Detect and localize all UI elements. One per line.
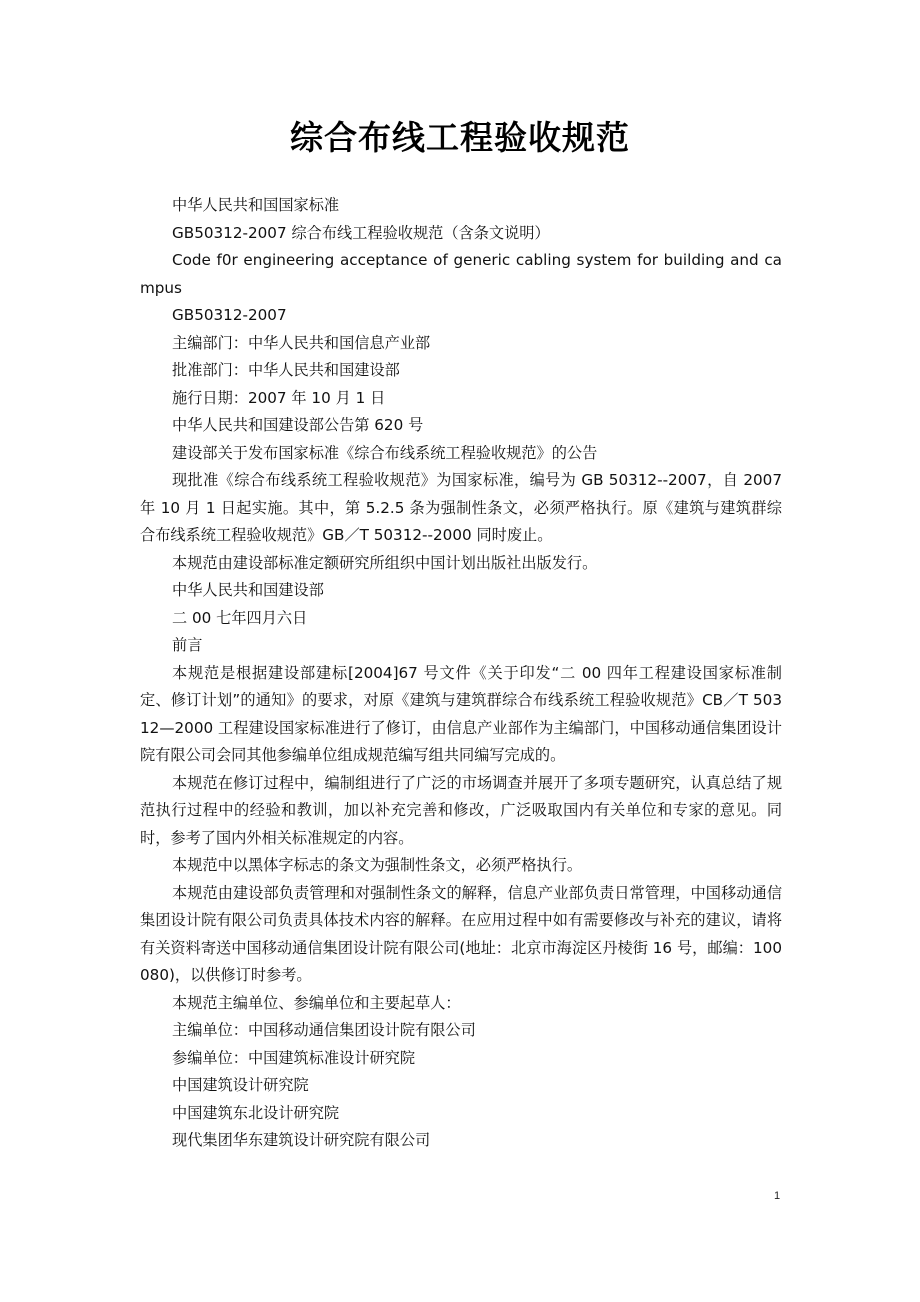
paragraph: 本规范中以黑体字标志的条文为强制性条文，必须严格执行。 bbox=[172, 856, 583, 874]
paragraph: 本规范主编单位、参编单位和主要起草人： bbox=[172, 993, 461, 1012]
paragraph: 现批准《综合布线系统工程验收规范》为国家标准，编号为 GB 50312--2007，自 2007 年 10 月 1 日起实施。其中，第 5.2.5 条为强制性条文，必须严格执行。原《建筑与建筑群综合布线系统工程验收规范》GB／T 50312--2000 同时废止。 bbox=[140, 471, 782, 544]
paragraph: 二 00 七年四月六日 bbox=[172, 608, 308, 627]
paragraph: Code f0r engineering acceptance of generic cabling system for building and campus bbox=[140, 251, 782, 297]
paragraph: 本规范在修订过程中，编制组进行了广泛的市场调查并展开了多项专题研究，认真总结了规范执行过程中的经验和教训，加以补充完善和修改，广泛吸取国内有关单位和专家的意见。同时，参考了国内外相关标准规定的内容。 bbox=[140, 773, 782, 847]
paragraph: 中华人民共和国国家标准 bbox=[172, 196, 340, 214]
paragraph: 参编单位：中国建筑标准设计研究院 bbox=[172, 1048, 415, 1067]
paragraph: 主编单位：中国移动通信集团设计院有限公司 bbox=[172, 1021, 476, 1039]
paragraph: GB50312-2007 bbox=[172, 306, 287, 324]
page-number: 1 bbox=[774, 1190, 781, 1202]
paragraph: GB50312-2007 综合布线工程验收规范（含条文说明） bbox=[172, 223, 550, 242]
paragraph: 中华人民共和国建设部公告第 620 号 bbox=[172, 416, 424, 434]
paragraph: 本规范由建设部标准定额研究所组织中国计划出版社出版发行。 bbox=[172, 553, 598, 572]
paragraph: 施行日期：2007 年 10 月 1 日 bbox=[172, 388, 386, 407]
paragraph: 建设部关于发布国家标准《综合布线系统工程验收规范》的公告 bbox=[172, 443, 598, 462]
document-body bbox=[140, 192, 782, 1155]
paragraph: 本规范由建设部负责管理和对强制性条文的解释，信息产业部负责日常管理，中国移动通信集团设计院有限公司负责具体技术内容的解释。在应用过程中如有需要修改与补充的建议，请将有关资料寄送中国移动通信集团设计院有限公司(地址：北京市海淀区丹棱街 16 号，邮编：100080)，以供修订时参考。 bbox=[140, 883, 782, 984]
paragraph: 主编部门：中华人民共和国信息产业部 bbox=[172, 333, 431, 352]
section-heading: 前言 bbox=[172, 636, 203, 654]
paragraph: 本规范是根据建设部建标[2004]67 号文件《关于印发“二 00 四年工程建设国家标准制定、修订计划”的通知》的要求，对原《建筑与建筑群综合布线系统工程验收规范》CB／T 50312—2000 工程建设国家标准进行了修订，由信息产业部作为主编部门，中国移动通信集团设计院有限公司会同其他参编单位组成规范编写组共同编写完成的。 bbox=[140, 663, 782, 764]
document-title: 综合布线工程验收规范 bbox=[290, 118, 630, 157]
paragraph: 中华人民共和国建设部 bbox=[172, 581, 324, 599]
paragraph: 批准部门：中华人民共和国建设部 bbox=[172, 361, 400, 379]
paragraph: 中国建筑设计研究院 bbox=[172, 1076, 309, 1094]
paragraph: 现代集团华东建筑设计研究院有限公司 bbox=[172, 1131, 431, 1149]
paragraph: 中国建筑东北设计研究院 bbox=[172, 1103, 340, 1122]
